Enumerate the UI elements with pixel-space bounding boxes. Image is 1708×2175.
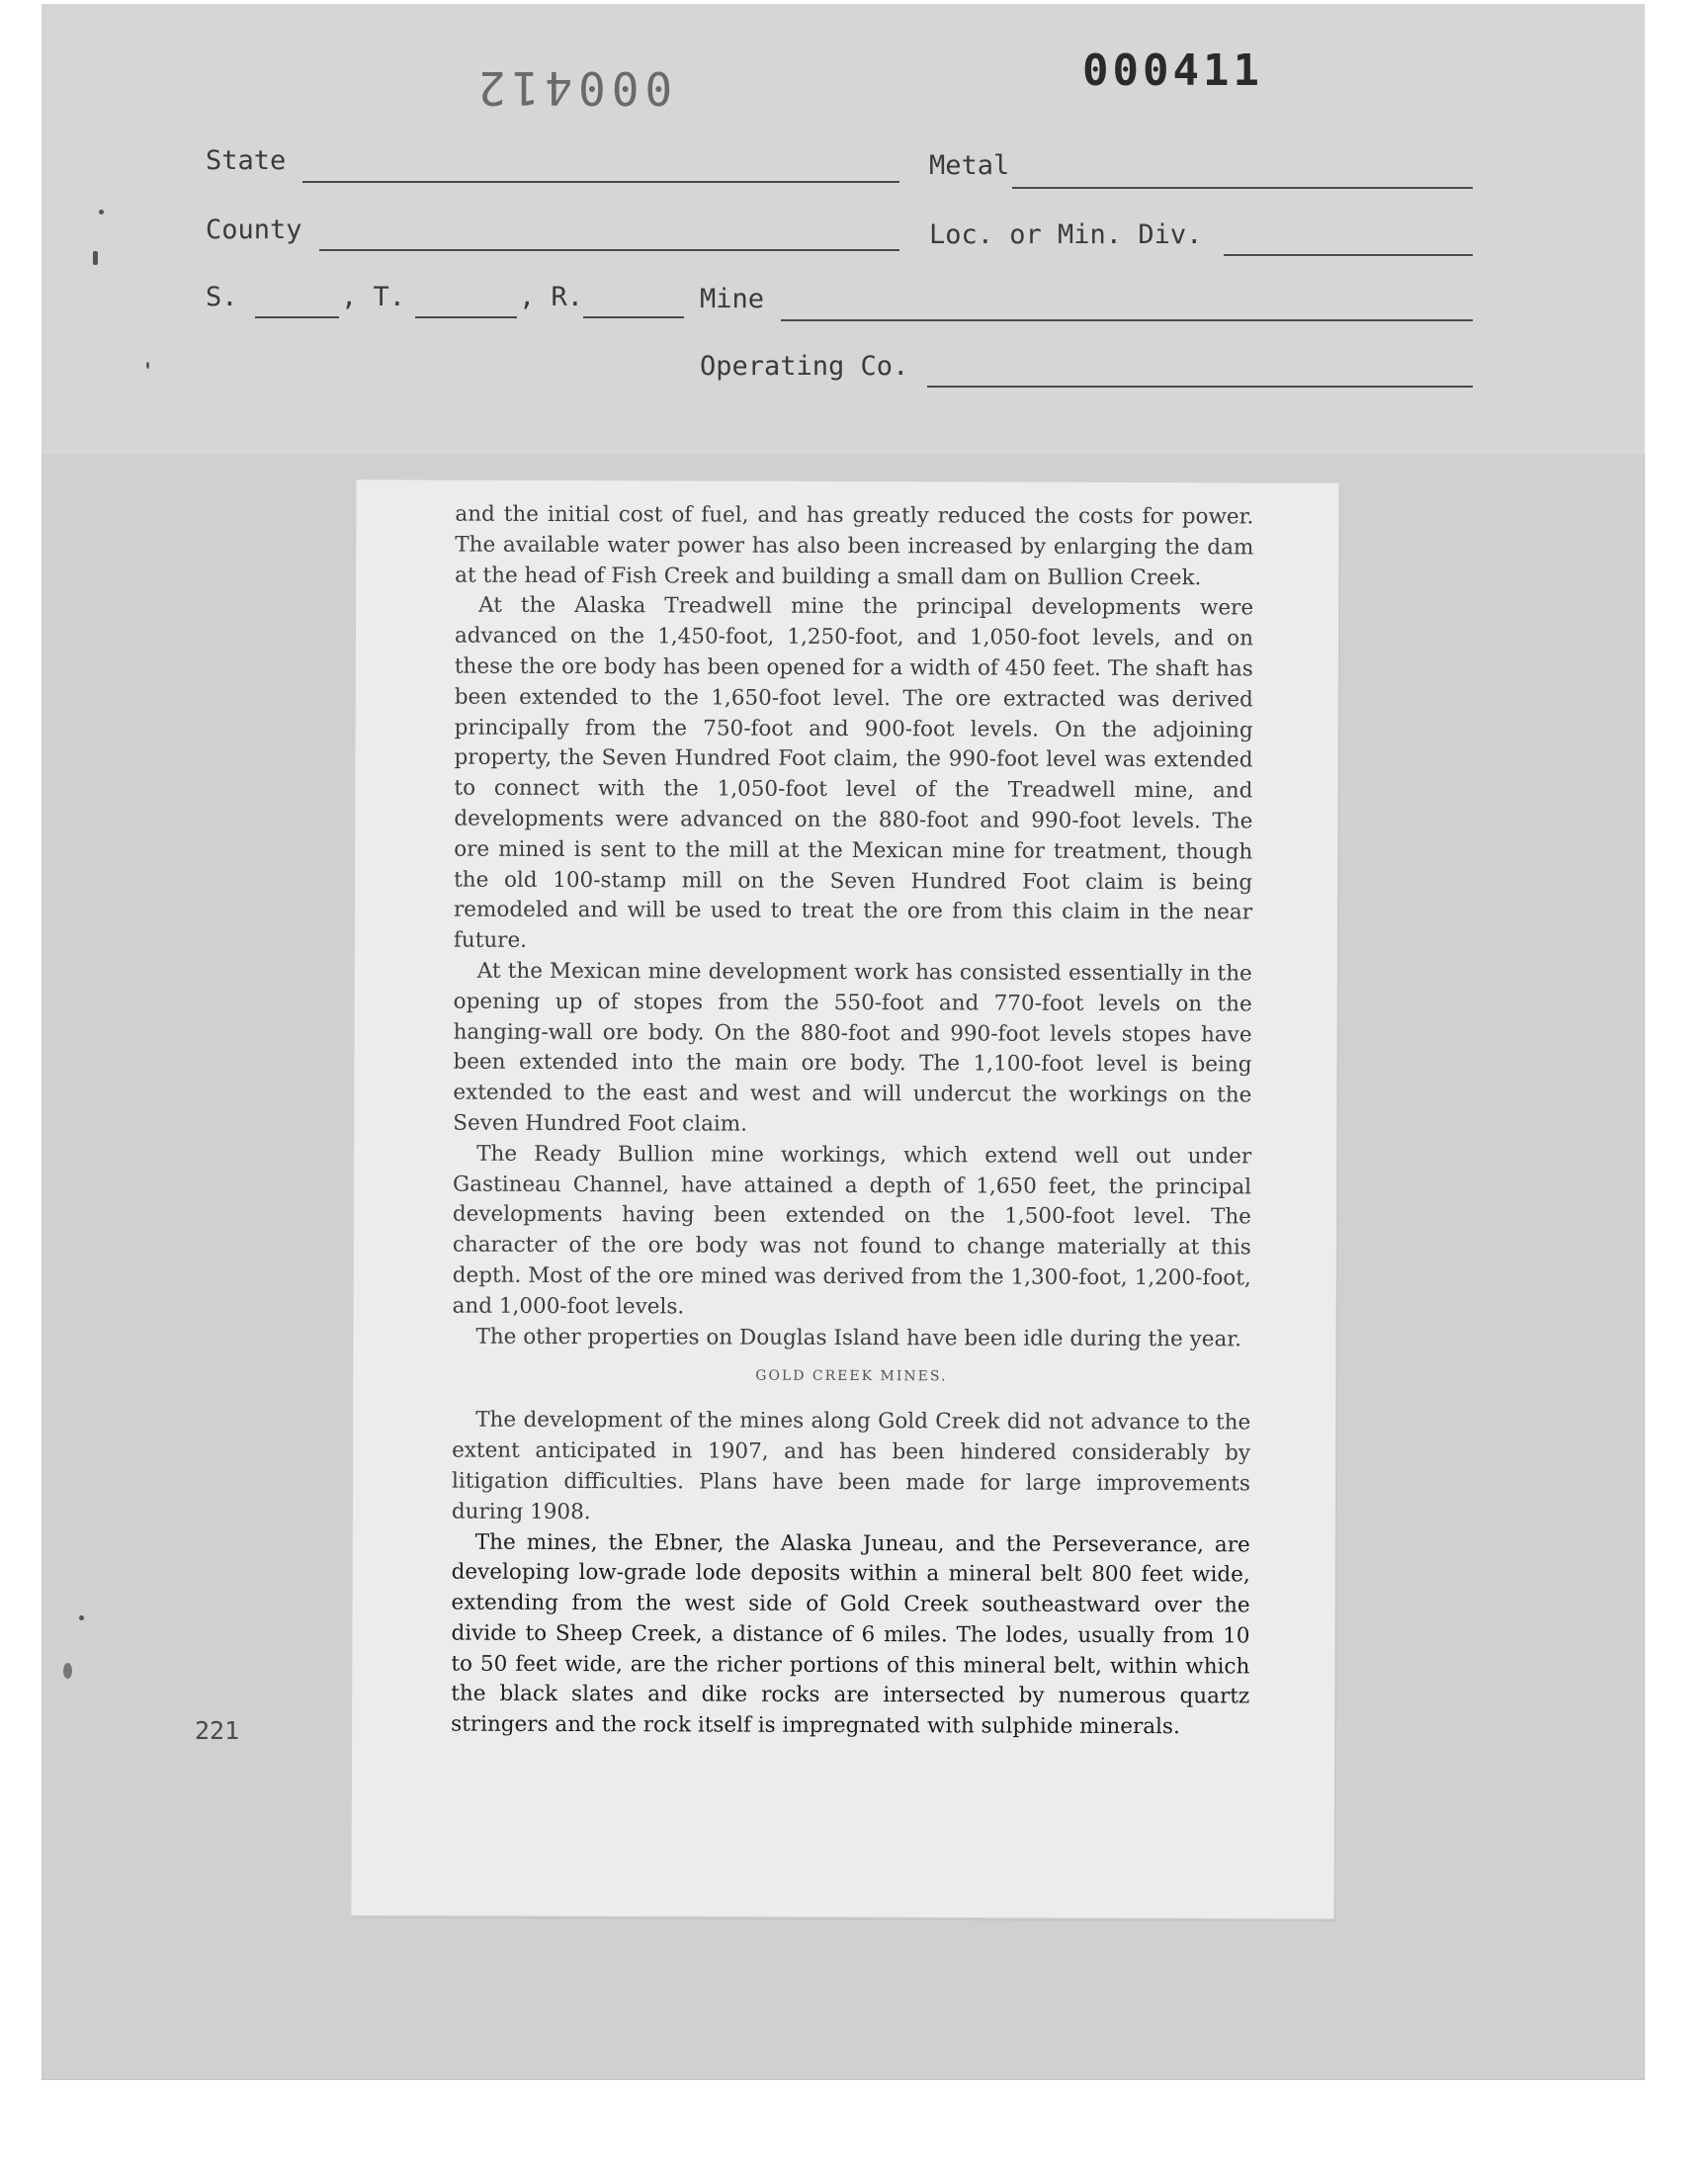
article-paragraph: The mines, the Ebner, the Alaska Juneau, and the Perseverance, are developing low-grade lode deposits within a mineral belt 800 feet wide, extending from the west side of Gold Creek southeastward over the divide to Sheep Creek, a distance of 6 miles. The lodes, usually from 10 to 50 feet wide, are the richer portions of this mineral belt, within which the black slates and dike rocks are intersected by numerous quartz stringers and the rock itself is impregnated with sulphide minerals. bbox=[451, 1529, 1250, 1740]
article-paragraph: The development of the mines along Gold Creek did not advance to the extent anticipated in 1907, and has been hindered considerably by litigation difficulties. Plans have been made for large improvements during 1908. bbox=[451, 1408, 1251, 1524]
article-paragraph: At the Alaska Treadwell mine the principal developments were advanced on the 1,450-foot, 1,250-foot, and 1,050-foot levels, and on these the ore body has been opened for a width of 450 feet. The shaft has been extended to the 1,650-foot level. The ore extracted was derived principally from the 750-foot and 900-foot levels. On the adjoining property, the Seven Hundred Foot claim, the 990-foot level was extended to connect with the 1,050-foot level of the Treadwell mine, and developments were advanced on the 880-foot and 990-foot levels. The ore mined is sent to the mill at the Mexican mine for treatment, though the old 100-stamp mill on the Seven Hundred Foot claim is being remodeled and will be used to treat the ore from this claim in the near future. bbox=[453, 593, 1254, 954]
mine-field-line[interactable] bbox=[781, 319, 1473, 321]
section-heading: GOLD CREEK MINES. bbox=[755, 1367, 948, 1385]
speck bbox=[63, 1663, 72, 1679]
operating-co-field-line[interactable] bbox=[927, 386, 1473, 388]
range-label: , R. bbox=[519, 282, 584, 312]
township-label: , T. bbox=[341, 282, 406, 312]
speck bbox=[79, 1615, 84, 1620]
township-field-line[interactable] bbox=[415, 316, 517, 318]
article-clipping bbox=[351, 479, 1338, 1918]
article-text bbox=[451, 500, 1253, 1744]
speck bbox=[146, 362, 149, 369]
article-paragraph: The Ready Bullion mine workings, which extend well out under Gastineau Channel, have attained a depth of 1,650 feet, the principal developments having been extended on the 1,500-foot level. The character of the ore body was not found to change materially at this depth. Most of the ore mined was derived from the 1,300-foot, 1,200-foot, and 1,000-foot levels. bbox=[452, 1141, 1252, 1320]
county-label: County bbox=[206, 215, 302, 245]
loc-label: Loc. or Min. Div. bbox=[929, 219, 1203, 250]
article-paragraph: At the Mexican mine development work has consisted essentially in the opening up of stopes from the 550-foot and 770-foot levels on the hanging-wall ore body. On the 880-foot and 990-foot levels stopes have been extended into the main ore body. The 1,100-foot level is being extended to the east and west and will undercut the workings on the Seven Hundred Foot claim. bbox=[453, 958, 1252, 1137]
county-field-line[interactable] bbox=[319, 249, 899, 251]
article-paragraph: The other properties on Douglas Island have been idle during the year. bbox=[475, 1324, 1242, 1351]
mine-label: Mine bbox=[700, 284, 765, 314]
state-field-line[interactable] bbox=[302, 181, 899, 183]
metal-label: Metal bbox=[929, 150, 1010, 181]
state-label: State bbox=[206, 145, 287, 176]
section-label: S. bbox=[206, 282, 238, 312]
article-paragraph: and the initial cost of fuel, and has greatly reduced the costs for power. The available water power has also been increased by enlarging the dam at the head of Fish Creek and building a small dam on Bullion Creek. bbox=[455, 501, 1254, 590]
document-code: 000411 bbox=[1082, 45, 1263, 96]
operating-co-label: Operating Co. bbox=[700, 351, 909, 382]
section-field-line[interactable] bbox=[255, 316, 339, 318]
page-number: 221 bbox=[195, 1716, 240, 1745]
document-code-inverted: 000412 bbox=[472, 61, 673, 115]
loc-field-line[interactable] bbox=[1224, 254, 1473, 256]
speck bbox=[93, 251, 98, 265]
speck bbox=[99, 210, 104, 215]
metal-field-line[interactable] bbox=[1012, 187, 1473, 189]
range-field-line[interactable] bbox=[583, 316, 684, 318]
